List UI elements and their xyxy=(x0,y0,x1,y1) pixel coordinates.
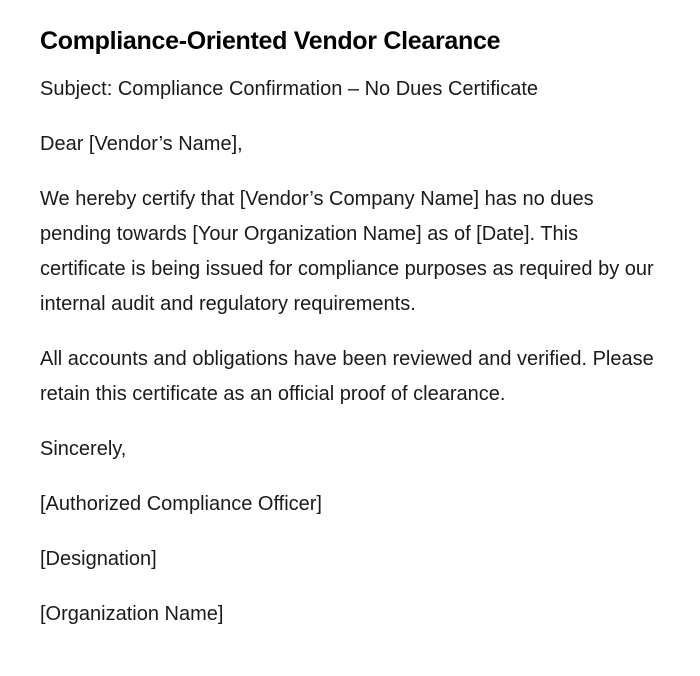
signatory-designation: [Designation] xyxy=(40,548,157,570)
salutation: Dear [Vendor’s Name], xyxy=(40,133,243,155)
body-paragraph-certification: We hereby certify that [Vendor’s Company Name] has no dues pending towards [Your Organization Name] as of [Date]. This certificate is being issued for compliance purposes as required by our internal audit and regulatory requirements. xyxy=(40,188,654,315)
closing: Sincerely, xyxy=(40,438,127,460)
signatory-organization: [Organization Name] xyxy=(40,603,224,625)
document-title: Compliance-Oriented Vendor Clearance xyxy=(40,27,501,55)
signatory-name: [Authorized Compliance Officer] xyxy=(40,493,322,515)
subject-line: Subject: Compliance Confirmation – No Dues Certificate xyxy=(40,78,538,100)
body-paragraph-verification: All accounts and obligations have been reviewed and verified. Please retain this certificate as an official proof of clearance. xyxy=(40,348,654,405)
